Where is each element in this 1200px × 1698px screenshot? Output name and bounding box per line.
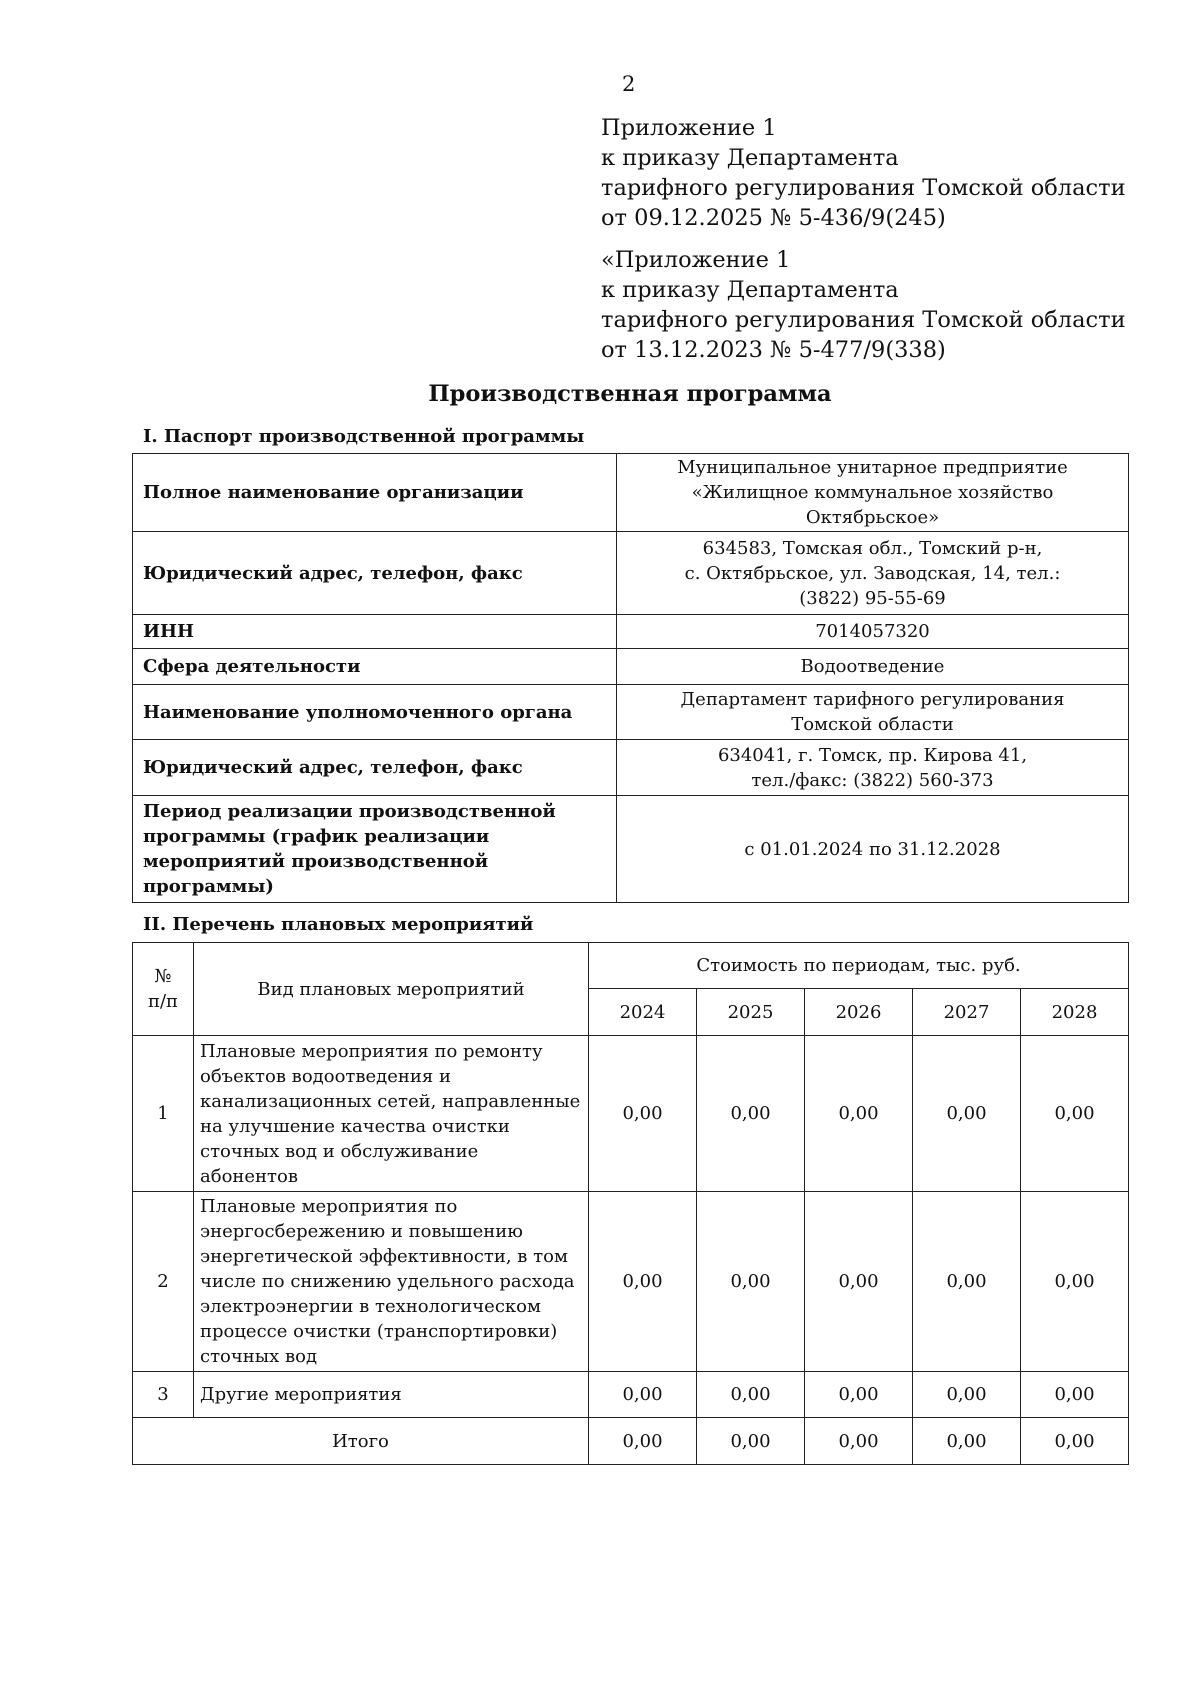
attachment-line: «Приложение 1: [601, 247, 791, 273]
row-value: [617, 796, 1129, 903]
name-line: энергосбережению и повышению: [200, 1221, 523, 1242]
name-line: процессе очистки (транспортировки): [200, 1321, 558, 1342]
table-row: [133, 1192, 1129, 1372]
attachment-line: от 09.12.2025 № 5-436/9(245): [601, 205, 946, 231]
value-line: 7014057320: [815, 621, 930, 642]
table-row: [133, 796, 1129, 903]
measures-table: [132, 942, 1129, 1465]
row-number: 2: [133, 1192, 194, 1372]
value-line: «Жилищное коммунальное хозяйство: [691, 482, 1054, 503]
attachment-header-old: [601, 245, 1126, 365]
page-number: 2: [622, 72, 636, 96]
column-header-number: [133, 943, 194, 1036]
cost-cell: 0,00: [697, 1036, 805, 1192]
table-row: [133, 740, 1129, 796]
name-line: канализационных сетей, направленные: [200, 1090, 581, 1112]
row-label: Юридический адрес, телефон, факс: [133, 532, 617, 615]
table-row: [133, 649, 1129, 685]
table-row: [133, 615, 1129, 649]
row-label: ИНН: [133, 615, 617, 649]
name-line: Плановые мероприятия по: [200, 1196, 458, 1217]
cost-cell: 0,00: [697, 1372, 805, 1418]
measure-name: [194, 1036, 589, 1192]
table-row: [133, 1372, 1129, 1418]
total-cell: 0,00: [589, 1418, 697, 1465]
value-line: Департамент тарифного регулирования: [680, 689, 1065, 710]
cost-cell: 0,00: [913, 1372, 1021, 1418]
cost-cell: 0,00: [589, 1372, 697, 1418]
value-line: с. Октябрьское, ул. Заводская, 14, тел.:: [684, 562, 1061, 584]
value-line: Октябрьское»: [805, 507, 940, 528]
cost-cell: 0,00: [1021, 1192, 1129, 1372]
cost-cell: 0,00: [697, 1192, 805, 1372]
cost-cell: 0,00: [805, 1192, 913, 1372]
cost-cell: 0,00: [589, 1192, 697, 1372]
name-line: энергетической эффективности, в том: [200, 1246, 568, 1267]
row-value: [617, 740, 1129, 796]
header-line: №: [154, 966, 172, 987]
name-line: абонентов: [200, 1165, 298, 1187]
total-cell: 0,00: [805, 1418, 913, 1465]
value-line: тел./факс: (3822) 560-373: [751, 769, 994, 791]
year-header: 2025: [697, 989, 805, 1036]
attachment-line: тарифного регулирования Томской области: [601, 175, 1126, 201]
column-header-type: Вид плановых мероприятий: [194, 943, 589, 1036]
value-line: Муниципальное унитарное предприятие: [677, 457, 1068, 478]
name-line: сточных вод и обслуживание: [200, 1140, 479, 1162]
name-line: сточных вод: [200, 1346, 318, 1367]
year-header: 2024: [589, 989, 697, 1036]
section-heading-measures: II. Перечень плановых мероприятий: [143, 914, 534, 935]
value-line: 634583, Томская обл., Томский р-н,: [702, 537, 1043, 559]
name-line: объектов водоотведения и: [200, 1065, 451, 1087]
total-cell: 0,00: [913, 1418, 1021, 1465]
table-row: [133, 454, 1129, 532]
row-label: Юридический адрес, телефон, факс: [133, 740, 617, 796]
attachment-header-new: [601, 113, 1126, 233]
row-value: [617, 685, 1129, 740]
table-row: [133, 1036, 1129, 1192]
name-line: на улучшение качества очистки: [200, 1115, 510, 1137]
year-header: 2027: [913, 989, 1021, 1036]
name-line: электроэнергии в технологическом: [200, 1296, 542, 1317]
row-label: Наименование уполномоченного органа: [133, 685, 617, 740]
cost-cell: 0,00: [589, 1036, 697, 1192]
cost-cell: 0,00: [1021, 1372, 1129, 1418]
header-line: п/п: [147, 991, 179, 1012]
attachment-line: к приказу Департамента: [601, 277, 899, 303]
row-label: Сфера деятельности: [133, 649, 617, 685]
section-heading-passport: I. Паспорт производственной программы: [143, 426, 585, 447]
row-label: [133, 796, 617, 903]
row-value: [617, 532, 1129, 615]
row-value: [617, 649, 1129, 685]
year-header: 2026: [805, 989, 913, 1036]
column-header-cost: Стоимость по периодам, тыс. руб.: [589, 943, 1129, 989]
row-value: [617, 615, 1129, 649]
total-cell: 0,00: [1021, 1418, 1129, 1465]
value-line: (3822) 95-55-69: [799, 587, 946, 609]
value-line: с 01.01.2024 по 31.12.2028: [744, 838, 1001, 860]
table-total-row: [133, 1418, 1129, 1465]
cost-cell: 0,00: [1021, 1036, 1129, 1192]
label-line: Период реализации производственной: [143, 801, 556, 822]
cost-cell: 0,00: [913, 1192, 1021, 1372]
name-line: числе по снижению удельного расхода: [200, 1271, 575, 1292]
value-line: 634041, г. Томск, пр. Кирова 41,: [717, 744, 1028, 766]
passport-table: [132, 453, 1129, 903]
attachment-line: к приказу Департамента: [601, 145, 899, 171]
row-value: [617, 454, 1129, 532]
measure-name: [194, 1372, 589, 1418]
label-line: мероприятий производственной программы): [143, 851, 489, 897]
total-cell: 0,00: [697, 1418, 805, 1465]
attachment-line: от 13.12.2023 № 5-477/9(338): [601, 337, 946, 363]
table-row: [133, 532, 1129, 615]
row-label: Полное наименование организации: [133, 454, 617, 532]
value-line: Томской области: [791, 714, 954, 735]
row-number: 1: [133, 1036, 194, 1192]
total-label: Итого: [133, 1418, 589, 1465]
cost-cell: 0,00: [805, 1036, 913, 1192]
value-line: Водоотведение: [800, 656, 945, 677]
cost-cell: 0,00: [805, 1372, 913, 1418]
document-title: Производственная программа: [428, 381, 832, 407]
attachment-line: Приложение 1: [601, 115, 777, 141]
name-line: Плановые мероприятия по ремонту: [200, 1040, 543, 1062]
measure-name: [194, 1192, 589, 1372]
cost-cell: 0,00: [913, 1036, 1021, 1192]
table-header-row: [133, 943, 1129, 989]
name-line: Другие мероприятия: [200, 1384, 402, 1405]
label-line: программы (график реализации: [143, 826, 490, 847]
attachment-line: тарифного регулирования Томской области: [601, 307, 1126, 333]
row-number: 3: [133, 1372, 194, 1418]
table-row: [133, 685, 1129, 740]
year-header: 2028: [1021, 989, 1129, 1036]
